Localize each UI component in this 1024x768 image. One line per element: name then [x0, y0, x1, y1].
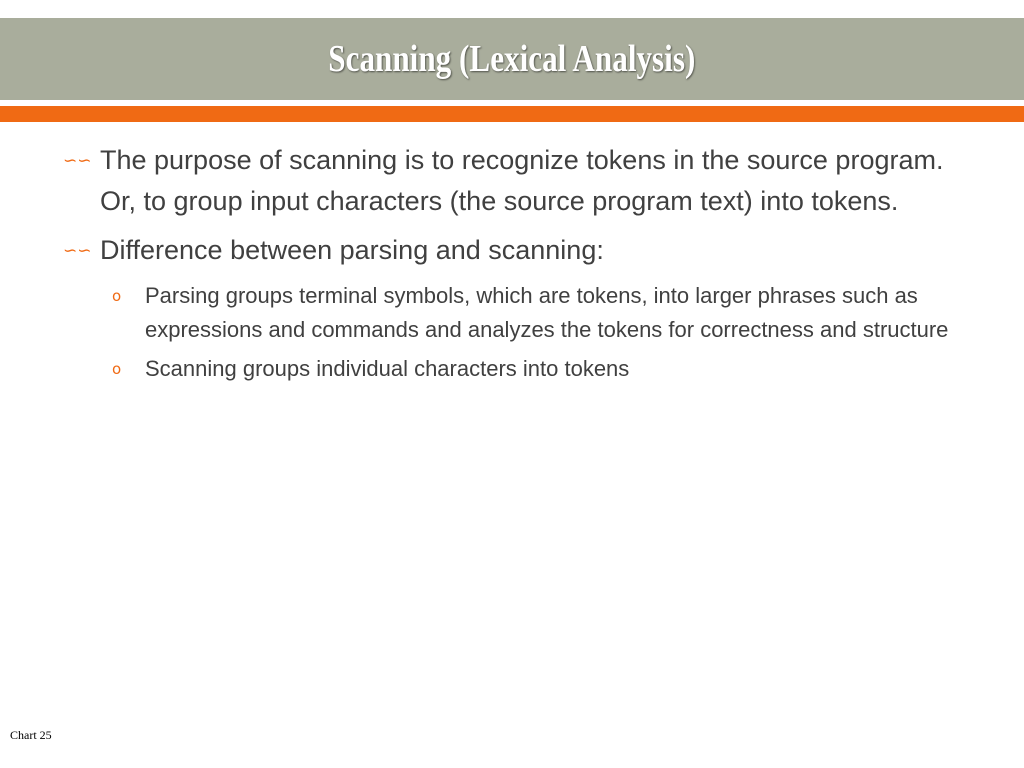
sub-bullet-text: Parsing groups terminal symbols, which are tokens, into larger phrases such as expressions and commands and analyzes the tokens for correctness and structure [145, 283, 949, 342]
slide-body [60, 140, 960, 391]
circle-bullet-icon: o [112, 360, 122, 378]
sub-bullet-text: Scanning groups individual characters into tokens [145, 356, 630, 381]
swirl-bullet-icon: ∽∽ [63, 151, 92, 171]
slide-title: Scanning (Lexical Analysis) [328, 38, 696, 80]
sub-bullet-item [112, 352, 960, 386]
slide-footer: Chart 25 [10, 728, 52, 742]
bullet-item [60, 140, 960, 222]
bullet-text: Difference between parsing and scanning: [100, 235, 604, 265]
accent-bar [0, 106, 1024, 122]
bullet-item [60, 230, 960, 271]
bullet-text: The purpose of scanning is to recognize tokens in the source program. Or, to group input characters (the source program text) into tokens. [100, 145, 944, 216]
sub-bullet-list [112, 279, 960, 386]
sub-bullet-item [112, 279, 960, 347]
title-bar [0, 18, 1024, 100]
circle-bullet-icon: o [112, 287, 122, 305]
swirl-bullet-icon: ∽∽ [63, 241, 92, 261]
